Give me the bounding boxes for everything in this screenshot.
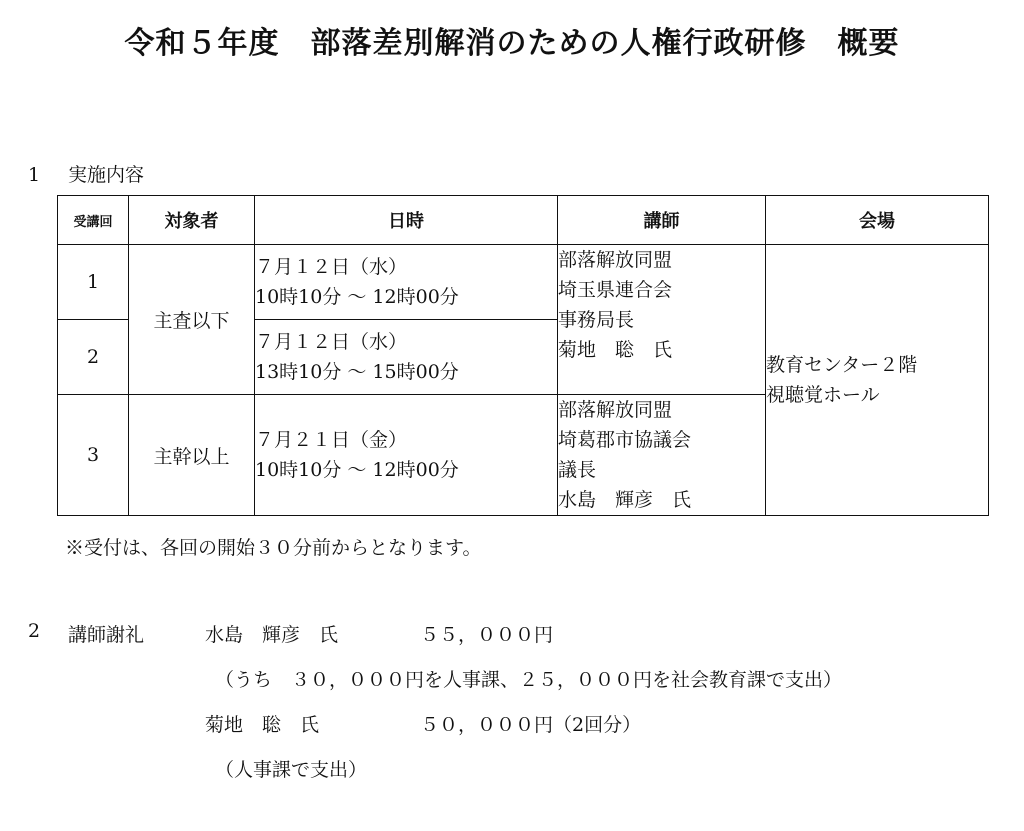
- lecturer-cell: [558, 245, 766, 395]
- section-1-heading: [28, 160, 144, 187]
- header-round: 受講回: [58, 196, 129, 245]
- date-text: ７月１２日（水）: [255, 331, 408, 353]
- section-2-title: 講師謝礼: [68, 624, 145, 646]
- datetime-cell: [255, 395, 558, 516]
- target-cell: 主査以下: [129, 245, 255, 395]
- header-target: 対象者: [129, 196, 255, 245]
- reception-note: ※受付は、各回の開始３０分前からとなります。: [65, 537, 482, 559]
- lecturer-line: 部落解放同盟: [558, 249, 673, 271]
- lecturer-line: 水島 輝彦 氏: [558, 489, 692, 511]
- fee-detail: （うち ３０，０００円を人事課、２５，０００円を社会教育課で支出）: [215, 669, 843, 691]
- fee-lecturer-name: 菊地 聡 氏: [205, 714, 320, 736]
- table-row: [58, 245, 989, 320]
- page-title: 令和５年度 部落差別解消のための人権行政研修 概要: [124, 26, 900, 61]
- section-1-title: 実施内容: [68, 164, 145, 186]
- fee-amount: ５０，０００円（2回分）: [420, 714, 642, 736]
- header-venue: 会場: [766, 196, 989, 245]
- header-datetime: 日時: [255, 196, 558, 245]
- round-cell: 3: [58, 395, 129, 516]
- section-1-number: 1: [28, 164, 41, 186]
- time-text: 10時10分 ～ 12時00分: [255, 286, 459, 308]
- datetime-cell: [255, 245, 558, 320]
- target-cell: 主幹以上: [129, 395, 255, 516]
- time-text: 10時10分 ～ 12時00分: [255, 459, 459, 481]
- fee-detail: （人事課で支出）: [215, 759, 368, 781]
- lecturer-line: 埼玉県連合会: [558, 279, 673, 301]
- fee-lecturer-name: 水島 輝彦 氏: [205, 624, 339, 646]
- venue-cell: [766, 245, 989, 516]
- lecturer-line: 議長: [558, 459, 597, 481]
- venue-line: 視聴覚ホール: [766, 384, 880, 406]
- table-header-row: [58, 196, 989, 245]
- round-cell: 2: [58, 320, 129, 395]
- time-text: 13時10分 ～ 15時00分: [255, 361, 459, 383]
- lecturer-line: 菊地 聡 氏: [558, 339, 673, 361]
- lecturer-line: 事務局長: [558, 309, 635, 331]
- section-2-number: 2: [28, 620, 41, 642]
- datetime-cell: [255, 320, 558, 395]
- date-text: ７月１２日（水）: [255, 256, 408, 278]
- lecturer-cell: [558, 395, 766, 516]
- header-lecturer: 講師: [558, 196, 766, 245]
- lecturer-line: 部落解放同盟: [558, 399, 673, 421]
- schedule-table: [57, 195, 989, 516]
- venue-line: 教育センター２階: [766, 354, 918, 376]
- fee-amount: ５５，０００円: [420, 624, 554, 646]
- round-cell: 1: [58, 245, 129, 320]
- lecturer-line: 埼葛郡市協議会: [558, 429, 692, 451]
- date-text: ７月２１日（金）: [255, 429, 408, 451]
